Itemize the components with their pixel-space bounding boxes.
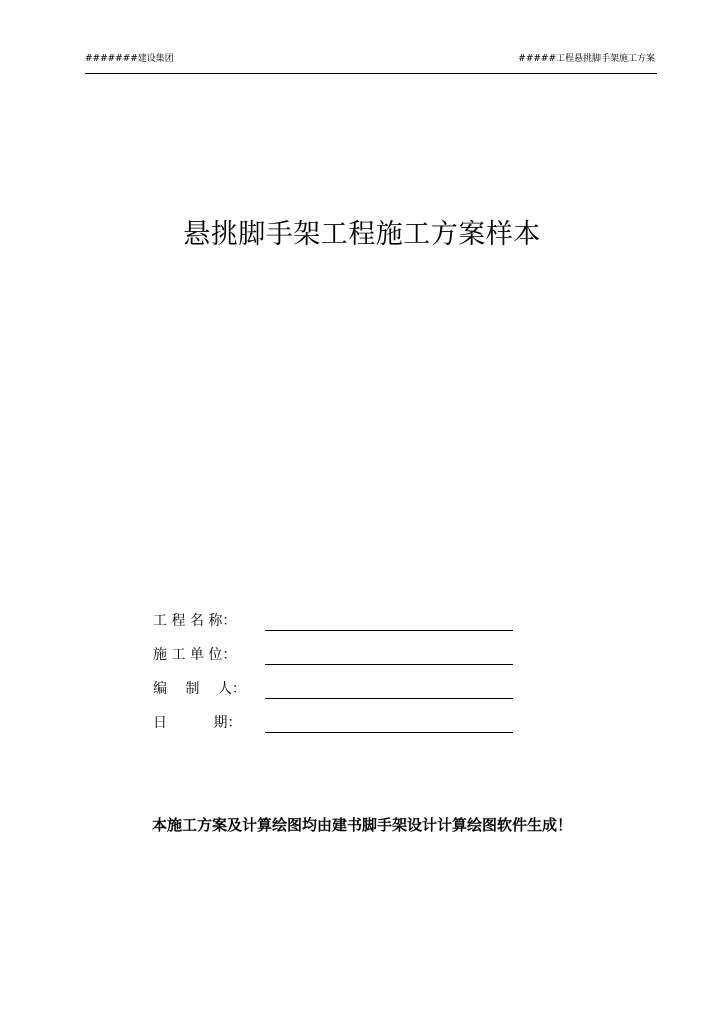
page-header xyxy=(85,53,655,71)
info-fields xyxy=(153,610,533,746)
field-label: 施 工 单 位： xyxy=(153,647,237,663)
header-rule xyxy=(85,73,657,74)
field-label: 日 期： xyxy=(153,715,242,731)
field-label: 工 程 名 称： xyxy=(153,613,237,629)
document-title: 悬挑脚手架工程施工方案样本 xyxy=(183,219,541,250)
footer-note: 本施工方案及计算绘图均由建书脚手架设计计算绘图软件生成！ xyxy=(151,816,572,834)
field-blank-line xyxy=(265,630,513,631)
field-construction-unit xyxy=(153,644,533,678)
header-document-name: #####工程悬挑脚手架施工方案 xyxy=(518,54,655,64)
field-blank-line xyxy=(265,698,513,699)
field-blank-line xyxy=(265,732,513,733)
field-label: 编 制 人： xyxy=(153,681,246,697)
field-blank-line xyxy=(265,664,513,665)
field-date xyxy=(153,712,533,746)
field-project-name xyxy=(153,610,533,644)
field-author xyxy=(153,678,533,712)
header-company: #######建设集团 xyxy=(85,54,174,64)
